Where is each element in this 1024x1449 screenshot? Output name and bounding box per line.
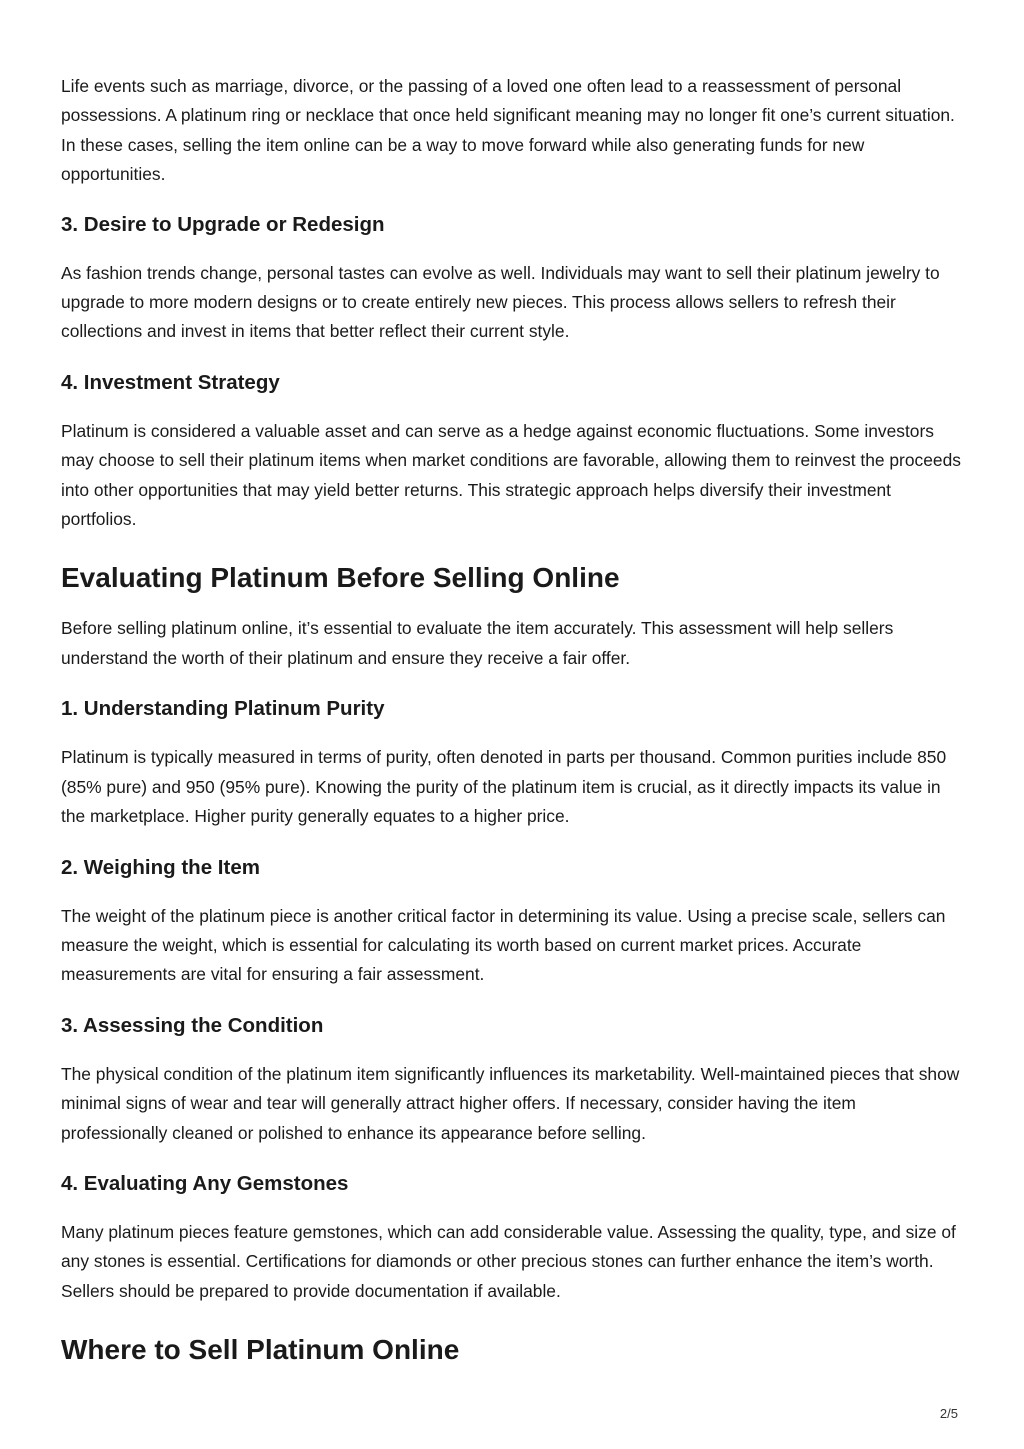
section-3-paragraph: As fashion trends change, personal tastes can evolve as well. Individuals may want to sell their platinum jewelry to upgrade to more modern designs or to create entirely new pieces. This process allows sellers to refresh their collections and invest in items that better reflect their current style.: [61, 262, 940, 342]
gemstones-heading: 4. Evaluating Any Gemstones: [61, 1171, 349, 1195]
section-4-heading: 4. Investment Strategy: [61, 370, 280, 394]
intro-paragraph: Life events such as marriage, divorce, or the passing of a loved one often lead to a reassessment of personal possessions. A platinum ring or necklace that once held significant meaning may no longer fit one’s current situation. In these cases, selling the item online can be a way to move forward while also generating funds for new opportunities.: [61, 76, 955, 185]
gemstones-paragraph: Many platinum pieces feature gemstones, which can add considerable value. Assessing the quality, type, and size of any stones is essential. Certifications for diamonds or other precious stones can further enhance the item’s worth. Sellers should be prepared to provide documentation if available.: [61, 1221, 956, 1301]
where-to-sell-heading: Where to Sell Platinum Online: [61, 1334, 460, 1366]
condition-heading: 3. Assessing the Condition: [61, 1013, 324, 1037]
evaluating-heading: Evaluating Platinum Before Selling Online: [61, 562, 620, 594]
document-page: [61, 72, 961, 1368]
evaluating-intro-paragraph: Before selling platinum online, it’s essential to evaluate the item accurately. This assessment will help sellers understand the worth of their platinum and ensure they receive a fair offer.: [61, 618, 894, 668]
section-4-paragraph: Platinum is considered a valuable asset and can serve as a hedge against economic fluctuations. Some investors may choose to sell their platinum items when market conditions are favorable, allowing them to reinvest the proceeds into other opportunities that may yield better returns. This strategic approach helps diversify their investment portfolios.: [61, 420, 961, 530]
weighing-heading: 2. Weighing the Item: [61, 855, 260, 879]
page-number: 2/5: [939, 1406, 958, 1421]
purity-heading: 1. Understanding Platinum Purity: [61, 697, 385, 721]
section-3-heading: 3. Desire to Upgrade or Redesign: [61, 212, 385, 236]
weighing-paragraph: The weight of the platinum piece is another critical factor in determining its value. Using a precise scale, sellers can measure the weight, which is essential for calculating its worth based on current market prices. Accurate measurements are vital for ensuring a fair assessment.: [61, 905, 946, 985]
condition-paragraph: The physical condition of the platinum item significantly influences its marketability. Well-maintained pieces that show minimal signs of wear and tear will generally attract higher offers. If necessary, consider having the item professionally cleaned or polished to enhance its appearance before selling.: [61, 1063, 960, 1143]
purity-paragraph: Platinum is typically measured in terms of purity, often denoted in parts per thousand. Common purities include 850 (85% pure) and 950 (95% pure). Knowing the purity of the platinum item is crucial, as it directly impacts its value in the marketplace. Higher purity generally equates to a higher price.: [61, 747, 947, 827]
